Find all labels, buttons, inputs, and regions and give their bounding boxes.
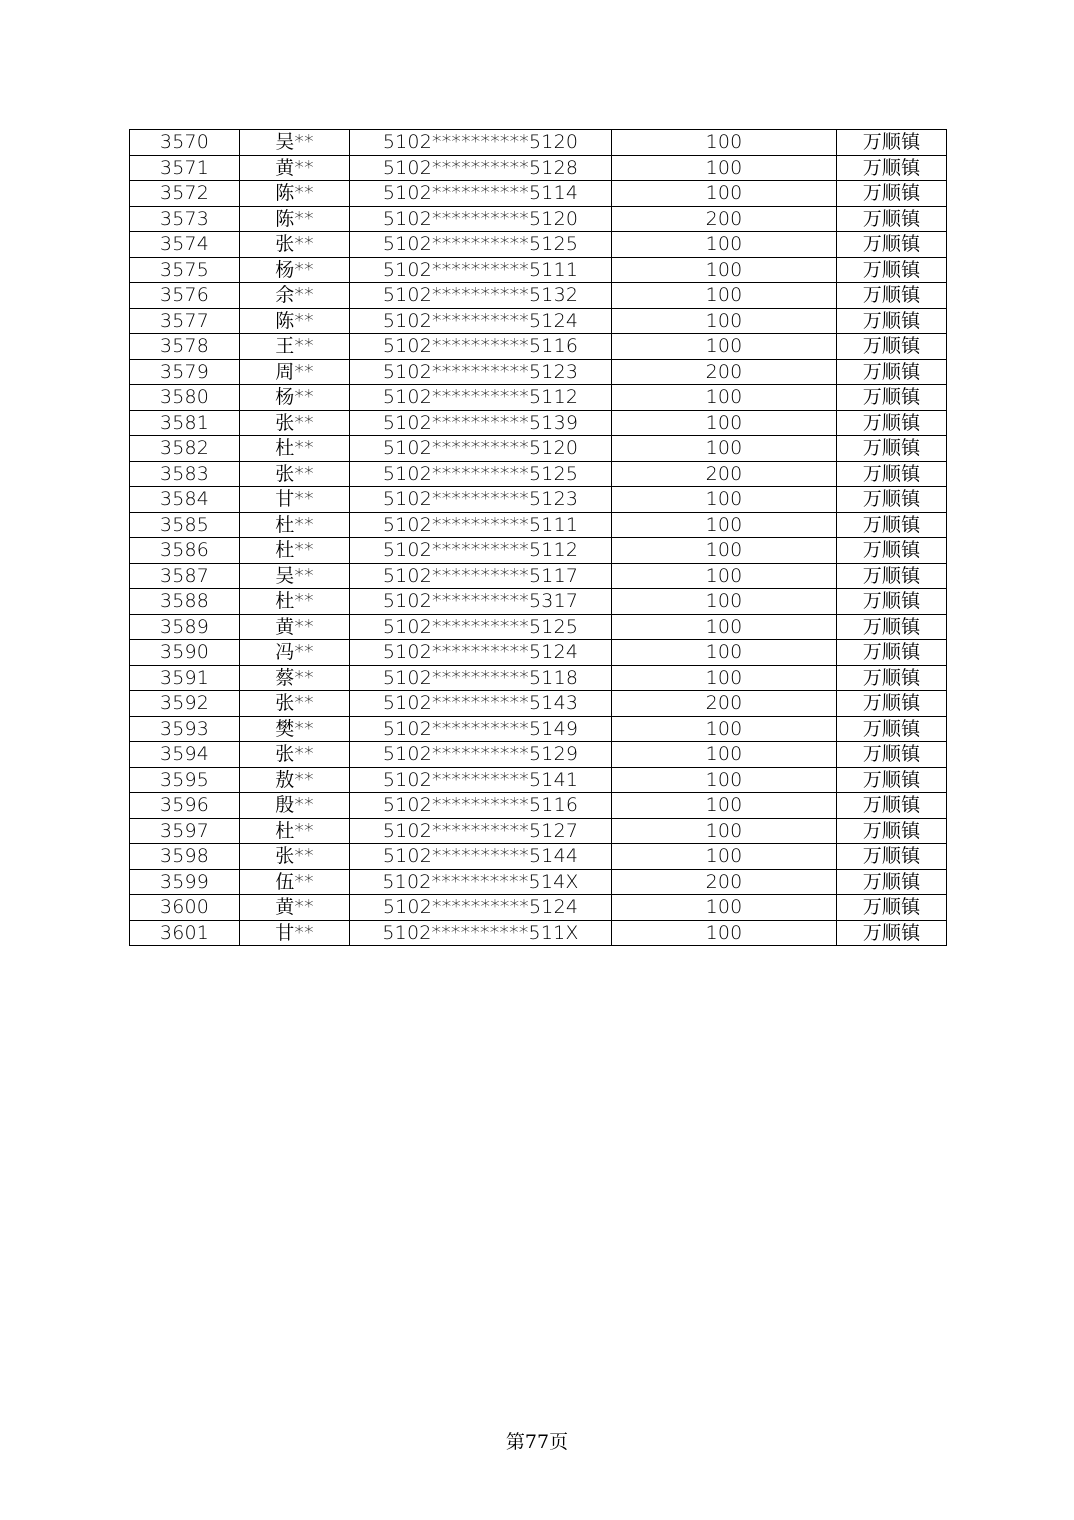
seq-cell: 3572 xyxy=(130,181,240,207)
name-cell: 张** xyxy=(240,232,350,258)
seq-cell: 3574 xyxy=(130,232,240,258)
name-cell: 王** xyxy=(240,334,350,360)
name-cell: 吴** xyxy=(240,563,350,589)
table-row xyxy=(130,130,947,156)
name-cell: 陈** xyxy=(240,181,350,207)
table-row xyxy=(130,487,947,513)
seq-cell: 3581 xyxy=(130,410,240,436)
seq-cell: 3586 xyxy=(130,538,240,564)
seq-cell: 3596 xyxy=(130,793,240,819)
seq-cell: 3594 xyxy=(130,742,240,768)
id-number-cell: 5102**********5144 xyxy=(350,844,612,870)
amount-cell: 100 xyxy=(612,385,837,411)
id-number-cell: 5102**********5120 xyxy=(350,130,612,156)
name-cell: 杨** xyxy=(240,385,350,411)
seq-cell: 3573 xyxy=(130,206,240,232)
seq-cell: 3578 xyxy=(130,334,240,360)
town-cell: 万顺镇 xyxy=(837,844,947,870)
seq-cell: 3579 xyxy=(130,359,240,385)
town-cell: 万顺镇 xyxy=(837,232,947,258)
table-row xyxy=(130,410,947,436)
name-cell: 樊** xyxy=(240,716,350,742)
name-cell: 陈** xyxy=(240,206,350,232)
name-cell: 杜** xyxy=(240,436,350,462)
id-number-cell: 5102**********5129 xyxy=(350,742,612,768)
table-row xyxy=(130,359,947,385)
name-cell: 蔡** xyxy=(240,665,350,691)
seq-cell: 3589 xyxy=(130,614,240,640)
seq-cell: 3577 xyxy=(130,308,240,334)
id-number-cell: 5102**********5118 xyxy=(350,665,612,691)
id-number-cell: 5102**********5124 xyxy=(350,308,612,334)
seq-cell: 3591 xyxy=(130,665,240,691)
table-row xyxy=(130,155,947,181)
town-cell: 万顺镇 xyxy=(837,665,947,691)
amount-cell: 100 xyxy=(612,589,837,615)
table-row xyxy=(130,742,947,768)
table-row xyxy=(130,385,947,411)
table-row xyxy=(130,895,947,921)
id-number-cell: 5102**********5120 xyxy=(350,206,612,232)
seq-cell: 3598 xyxy=(130,844,240,870)
name-cell: 张** xyxy=(240,691,350,717)
town-cell: 万顺镇 xyxy=(837,640,947,666)
town-cell: 万顺镇 xyxy=(837,359,947,385)
amount-cell: 100 xyxy=(612,767,837,793)
name-cell: 张** xyxy=(240,461,350,487)
table-row xyxy=(130,793,947,819)
id-number-cell: 5102**********5125 xyxy=(350,614,612,640)
id-number-cell: 5102**********5123 xyxy=(350,487,612,513)
amount-cell: 100 xyxy=(612,818,837,844)
seq-cell: 3593 xyxy=(130,716,240,742)
amount-cell: 200 xyxy=(612,461,837,487)
amount-cell: 100 xyxy=(612,614,837,640)
id-number-cell: 5102**********5149 xyxy=(350,716,612,742)
seq-cell: 3592 xyxy=(130,691,240,717)
name-cell: 伍** xyxy=(240,869,350,895)
amount-cell: 100 xyxy=(612,155,837,181)
town-cell: 万顺镇 xyxy=(837,512,947,538)
name-cell: 吴** xyxy=(240,130,350,156)
table-row xyxy=(130,691,947,717)
seq-cell: 3582 xyxy=(130,436,240,462)
table-row xyxy=(130,308,947,334)
name-cell: 殷** xyxy=(240,793,350,819)
table-row xyxy=(130,818,947,844)
amount-cell: 100 xyxy=(612,742,837,768)
roster-body xyxy=(130,130,947,946)
town-cell: 万顺镇 xyxy=(837,257,947,283)
table-row xyxy=(130,614,947,640)
amount-cell: 100 xyxy=(612,257,837,283)
town-cell: 万顺镇 xyxy=(837,308,947,334)
table-row xyxy=(130,589,947,615)
id-number-cell: 5102**********5139 xyxy=(350,410,612,436)
amount-cell: 200 xyxy=(612,359,837,385)
id-number-cell: 5102**********5116 xyxy=(350,334,612,360)
town-cell: 万顺镇 xyxy=(837,793,947,819)
town-cell: 万顺镇 xyxy=(837,691,947,717)
seq-cell: 3590 xyxy=(130,640,240,666)
amount-cell: 100 xyxy=(612,793,837,819)
town-cell: 万顺镇 xyxy=(837,563,947,589)
id-number-cell: 5102**********5124 xyxy=(350,895,612,921)
id-number-cell: 5102**********514X xyxy=(350,869,612,895)
id-number-cell: 5102**********5117 xyxy=(350,563,612,589)
name-cell: 黄** xyxy=(240,895,350,921)
seq-cell: 3585 xyxy=(130,512,240,538)
town-cell: 万顺镇 xyxy=(837,487,947,513)
table-row xyxy=(130,665,947,691)
id-number-cell: 5102**********5143 xyxy=(350,691,612,717)
name-cell: 敖** xyxy=(240,767,350,793)
seq-cell: 3599 xyxy=(130,869,240,895)
name-cell: 陈** xyxy=(240,308,350,334)
town-cell: 万顺镇 xyxy=(837,716,947,742)
amount-cell: 100 xyxy=(612,487,837,513)
town-cell: 万顺镇 xyxy=(837,461,947,487)
roster-table xyxy=(129,129,947,946)
amount-cell: 100 xyxy=(612,640,837,666)
seq-cell: 3595 xyxy=(130,767,240,793)
seq-cell: 3576 xyxy=(130,283,240,309)
seq-cell: 3571 xyxy=(130,155,240,181)
table-row xyxy=(130,563,947,589)
seq-cell: 3601 xyxy=(130,920,240,946)
table-row xyxy=(130,920,947,946)
amount-cell: 100 xyxy=(612,130,837,156)
page-number: 第77页 xyxy=(505,1431,569,1453)
id-number-cell: 5102**********5123 xyxy=(350,359,612,385)
seq-cell: 3600 xyxy=(130,895,240,921)
table-row xyxy=(130,869,947,895)
table-row xyxy=(130,206,947,232)
seq-cell: 3597 xyxy=(130,818,240,844)
seq-cell: 3584 xyxy=(130,487,240,513)
id-number-cell: 5102**********511X xyxy=(350,920,612,946)
id-number-cell: 5102**********5112 xyxy=(350,385,612,411)
table-row xyxy=(130,461,947,487)
name-cell: 黄** xyxy=(240,614,350,640)
table-row xyxy=(130,283,947,309)
seq-cell: 3587 xyxy=(130,563,240,589)
id-number-cell: 5102**********5124 xyxy=(350,640,612,666)
town-cell: 万顺镇 xyxy=(837,742,947,768)
amount-cell: 100 xyxy=(612,181,837,207)
town-cell: 万顺镇 xyxy=(837,614,947,640)
town-cell: 万顺镇 xyxy=(837,385,947,411)
id-number-cell: 5102**********5125 xyxy=(350,232,612,258)
seq-cell: 3583 xyxy=(130,461,240,487)
id-number-cell: 5102**********5132 xyxy=(350,283,612,309)
id-number-cell: 5102**********5112 xyxy=(350,538,612,564)
amount-cell: 100 xyxy=(612,232,837,258)
id-number-cell: 5102**********5141 xyxy=(350,767,612,793)
table-row xyxy=(130,767,947,793)
id-number-cell: 5102**********5125 xyxy=(350,461,612,487)
seq-cell: 3575 xyxy=(130,257,240,283)
name-cell: 黄** xyxy=(240,155,350,181)
town-cell: 万顺镇 xyxy=(837,410,947,436)
amount-cell: 100 xyxy=(612,512,837,538)
id-number-cell: 5102**********5128 xyxy=(350,155,612,181)
seq-cell: 3580 xyxy=(130,385,240,411)
id-number-cell: 5102**********5111 xyxy=(350,512,612,538)
town-cell: 万顺镇 xyxy=(837,895,947,921)
town-cell: 万顺镇 xyxy=(837,436,947,462)
id-number-cell: 5102**********5111 xyxy=(350,257,612,283)
table-row xyxy=(130,181,947,207)
name-cell: 甘** xyxy=(240,920,350,946)
id-number-cell: 5102**********5120 xyxy=(350,436,612,462)
amount-cell: 100 xyxy=(612,283,837,309)
name-cell: 周** xyxy=(240,359,350,385)
table-row xyxy=(130,538,947,564)
name-cell: 杜** xyxy=(240,818,350,844)
amount-cell: 100 xyxy=(612,716,837,742)
name-cell: 甘** xyxy=(240,487,350,513)
town-cell: 万顺镇 xyxy=(837,283,947,309)
id-number-cell: 5102**********5116 xyxy=(350,793,612,819)
name-cell: 余** xyxy=(240,283,350,309)
id-number-cell: 5102**********5114 xyxy=(350,181,612,207)
amount-cell: 100 xyxy=(612,308,837,334)
town-cell: 万顺镇 xyxy=(837,589,947,615)
name-cell: 杜** xyxy=(240,512,350,538)
amount-cell: 100 xyxy=(612,895,837,921)
seq-cell: 3588 xyxy=(130,589,240,615)
table-row xyxy=(130,844,947,870)
amount-cell: 100 xyxy=(612,538,837,564)
amount-cell: 100 xyxy=(612,410,837,436)
id-number-cell: 5102**********5317 xyxy=(350,589,612,615)
amount-cell: 100 xyxy=(612,436,837,462)
town-cell: 万顺镇 xyxy=(837,181,947,207)
amount-cell: 100 xyxy=(612,665,837,691)
town-cell: 万顺镇 xyxy=(837,206,947,232)
amount-cell: 100 xyxy=(612,844,837,870)
seq-cell: 3570 xyxy=(130,130,240,156)
name-cell: 冯** xyxy=(240,640,350,666)
amount-cell: 100 xyxy=(612,334,837,360)
town-cell: 万顺镇 xyxy=(837,869,947,895)
town-cell: 万顺镇 xyxy=(837,538,947,564)
table-row xyxy=(130,334,947,360)
name-cell: 张** xyxy=(240,844,350,870)
amount-cell: 100 xyxy=(612,563,837,589)
table-row xyxy=(130,640,947,666)
amount-cell: 200 xyxy=(612,206,837,232)
town-cell: 万顺镇 xyxy=(837,334,947,360)
amount-cell: 200 xyxy=(612,869,837,895)
town-cell: 万顺镇 xyxy=(837,155,947,181)
town-cell: 万顺镇 xyxy=(837,818,947,844)
amount-cell: 100 xyxy=(612,920,837,946)
table-row xyxy=(130,257,947,283)
amount-cell: 200 xyxy=(612,691,837,717)
table-row xyxy=(130,716,947,742)
table-row xyxy=(130,436,947,462)
name-cell: 张** xyxy=(240,742,350,768)
name-cell: 杨** xyxy=(240,257,350,283)
town-cell: 万顺镇 xyxy=(837,767,947,793)
town-cell: 万顺镇 xyxy=(837,920,947,946)
table-row xyxy=(130,232,947,258)
id-number-cell: 5102**********5127 xyxy=(350,818,612,844)
name-cell: 杜** xyxy=(240,589,350,615)
name-cell: 杜** xyxy=(240,538,350,564)
table-row xyxy=(130,512,947,538)
town-cell: 万顺镇 xyxy=(837,130,947,156)
name-cell: 张** xyxy=(240,410,350,436)
